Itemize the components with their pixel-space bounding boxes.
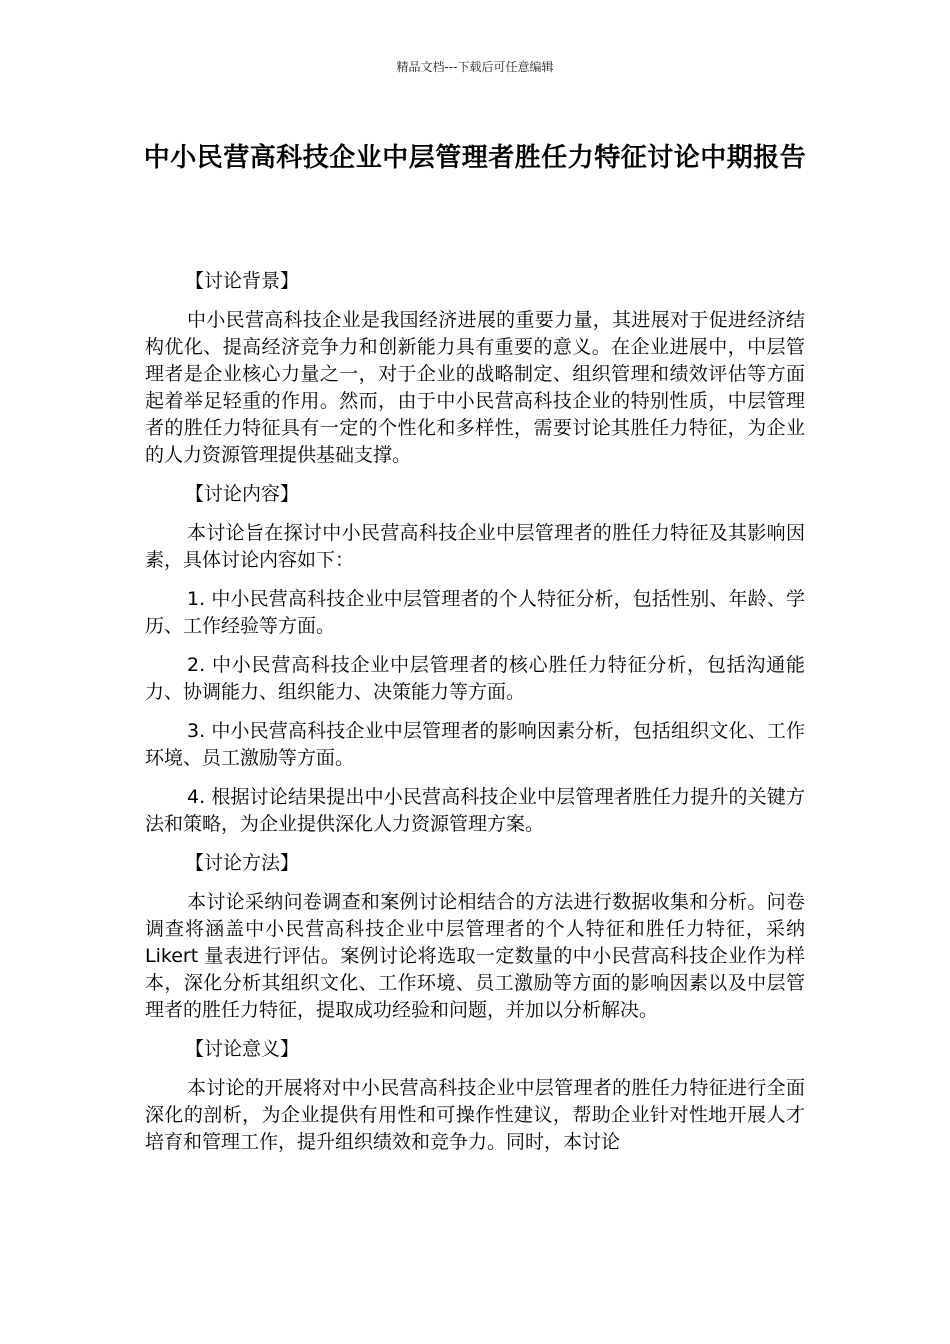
list-item-content-1: 1. 中小民营高科技企业中层管理者的个人特征分析，包括性别、年龄、学历、工作经验等方面。 (145, 588, 805, 637)
paragraph-method: 本讨论采纳问卷调查和案例讨论相结合的方法进行数据收集和分析。问卷调查将涵盖中小民营高科技企业中层管理者的个人特征和胜任力特征，采纳 Likert 量表进行评估。案例讨论将选取一定数量的中小民营高科技企业作为样本，深化分析其组织文化、工作环境、员工激励等方面的影响因素以及中层管理者的胜任力特征，提取成功经验和问题，并加以分析解决。 (145, 891, 805, 1021)
section-heading-significance: 【讨论意义】 (185, 1038, 300, 1060)
section-heading-content: 【讨论内容】 (185, 483, 300, 505)
document-title: 中小民营高科技企业中层管理者胜任力特征讨论中期报告 (143, 143, 807, 173)
section-heading-method: 【讨论方法】 (185, 852, 300, 874)
list-item-content-4: 4. 根据讨论结果提出中小民营高科技企业中层管理者胜任力提升的关键方法和策略，为企业提供深化人力资源管理方案。 (145, 786, 805, 835)
paragraph-content-intro: 本讨论旨在探讨中小民营高科技企业中层管理者的胜任力特征及其影响因素，具体讨论内容如下： (145, 522, 805, 571)
paragraph-significance: 本讨论的开展将对中小民营高科技企业中层管理者的胜任力特征进行全面深化的剖析，为企业提供有用性和可操作性建议，帮助企业针对性地开展人才培育和管理工作，提升组织绩效和竞争力。同时，本讨论 (145, 1077, 805, 1153)
list-item-content-3: 3. 中小民营高科技企业中层管理者的影响因素分析，包括组织文化、工作环境、员工激励等方面。 (145, 720, 805, 769)
paragraph-background: 中小民营高科技企业是我国经济进展的重要力量，其进展对于促进经济结构优化、提高经济竞争力和创新能力具有重要的意义。在企业进展中，中层管理者是企业核心力量之一，对于企业的战略制定、组织管理和绩效评估等方面起着举足轻重的作用。然而，由于中小民营高科技企业的特别性质，中层管理者的胜任力特征具有一定的个性化和多样性，需要讨论其胜任力特征，为企业的人力资源管理提供基础支撑。 (145, 309, 805, 466)
document-body (145, 268, 805, 1168)
list-item-content-2: 2. 中小民营高科技企业中层管理者的核心胜任力特征分析，包括沟通能力、协调能力、组织能力、决策能力等方面。 (145, 654, 805, 703)
section-heading-background: 【讨论背景】 (185, 270, 300, 292)
page-header: 精品文档---下载后可任意编辑 (396, 60, 554, 74)
